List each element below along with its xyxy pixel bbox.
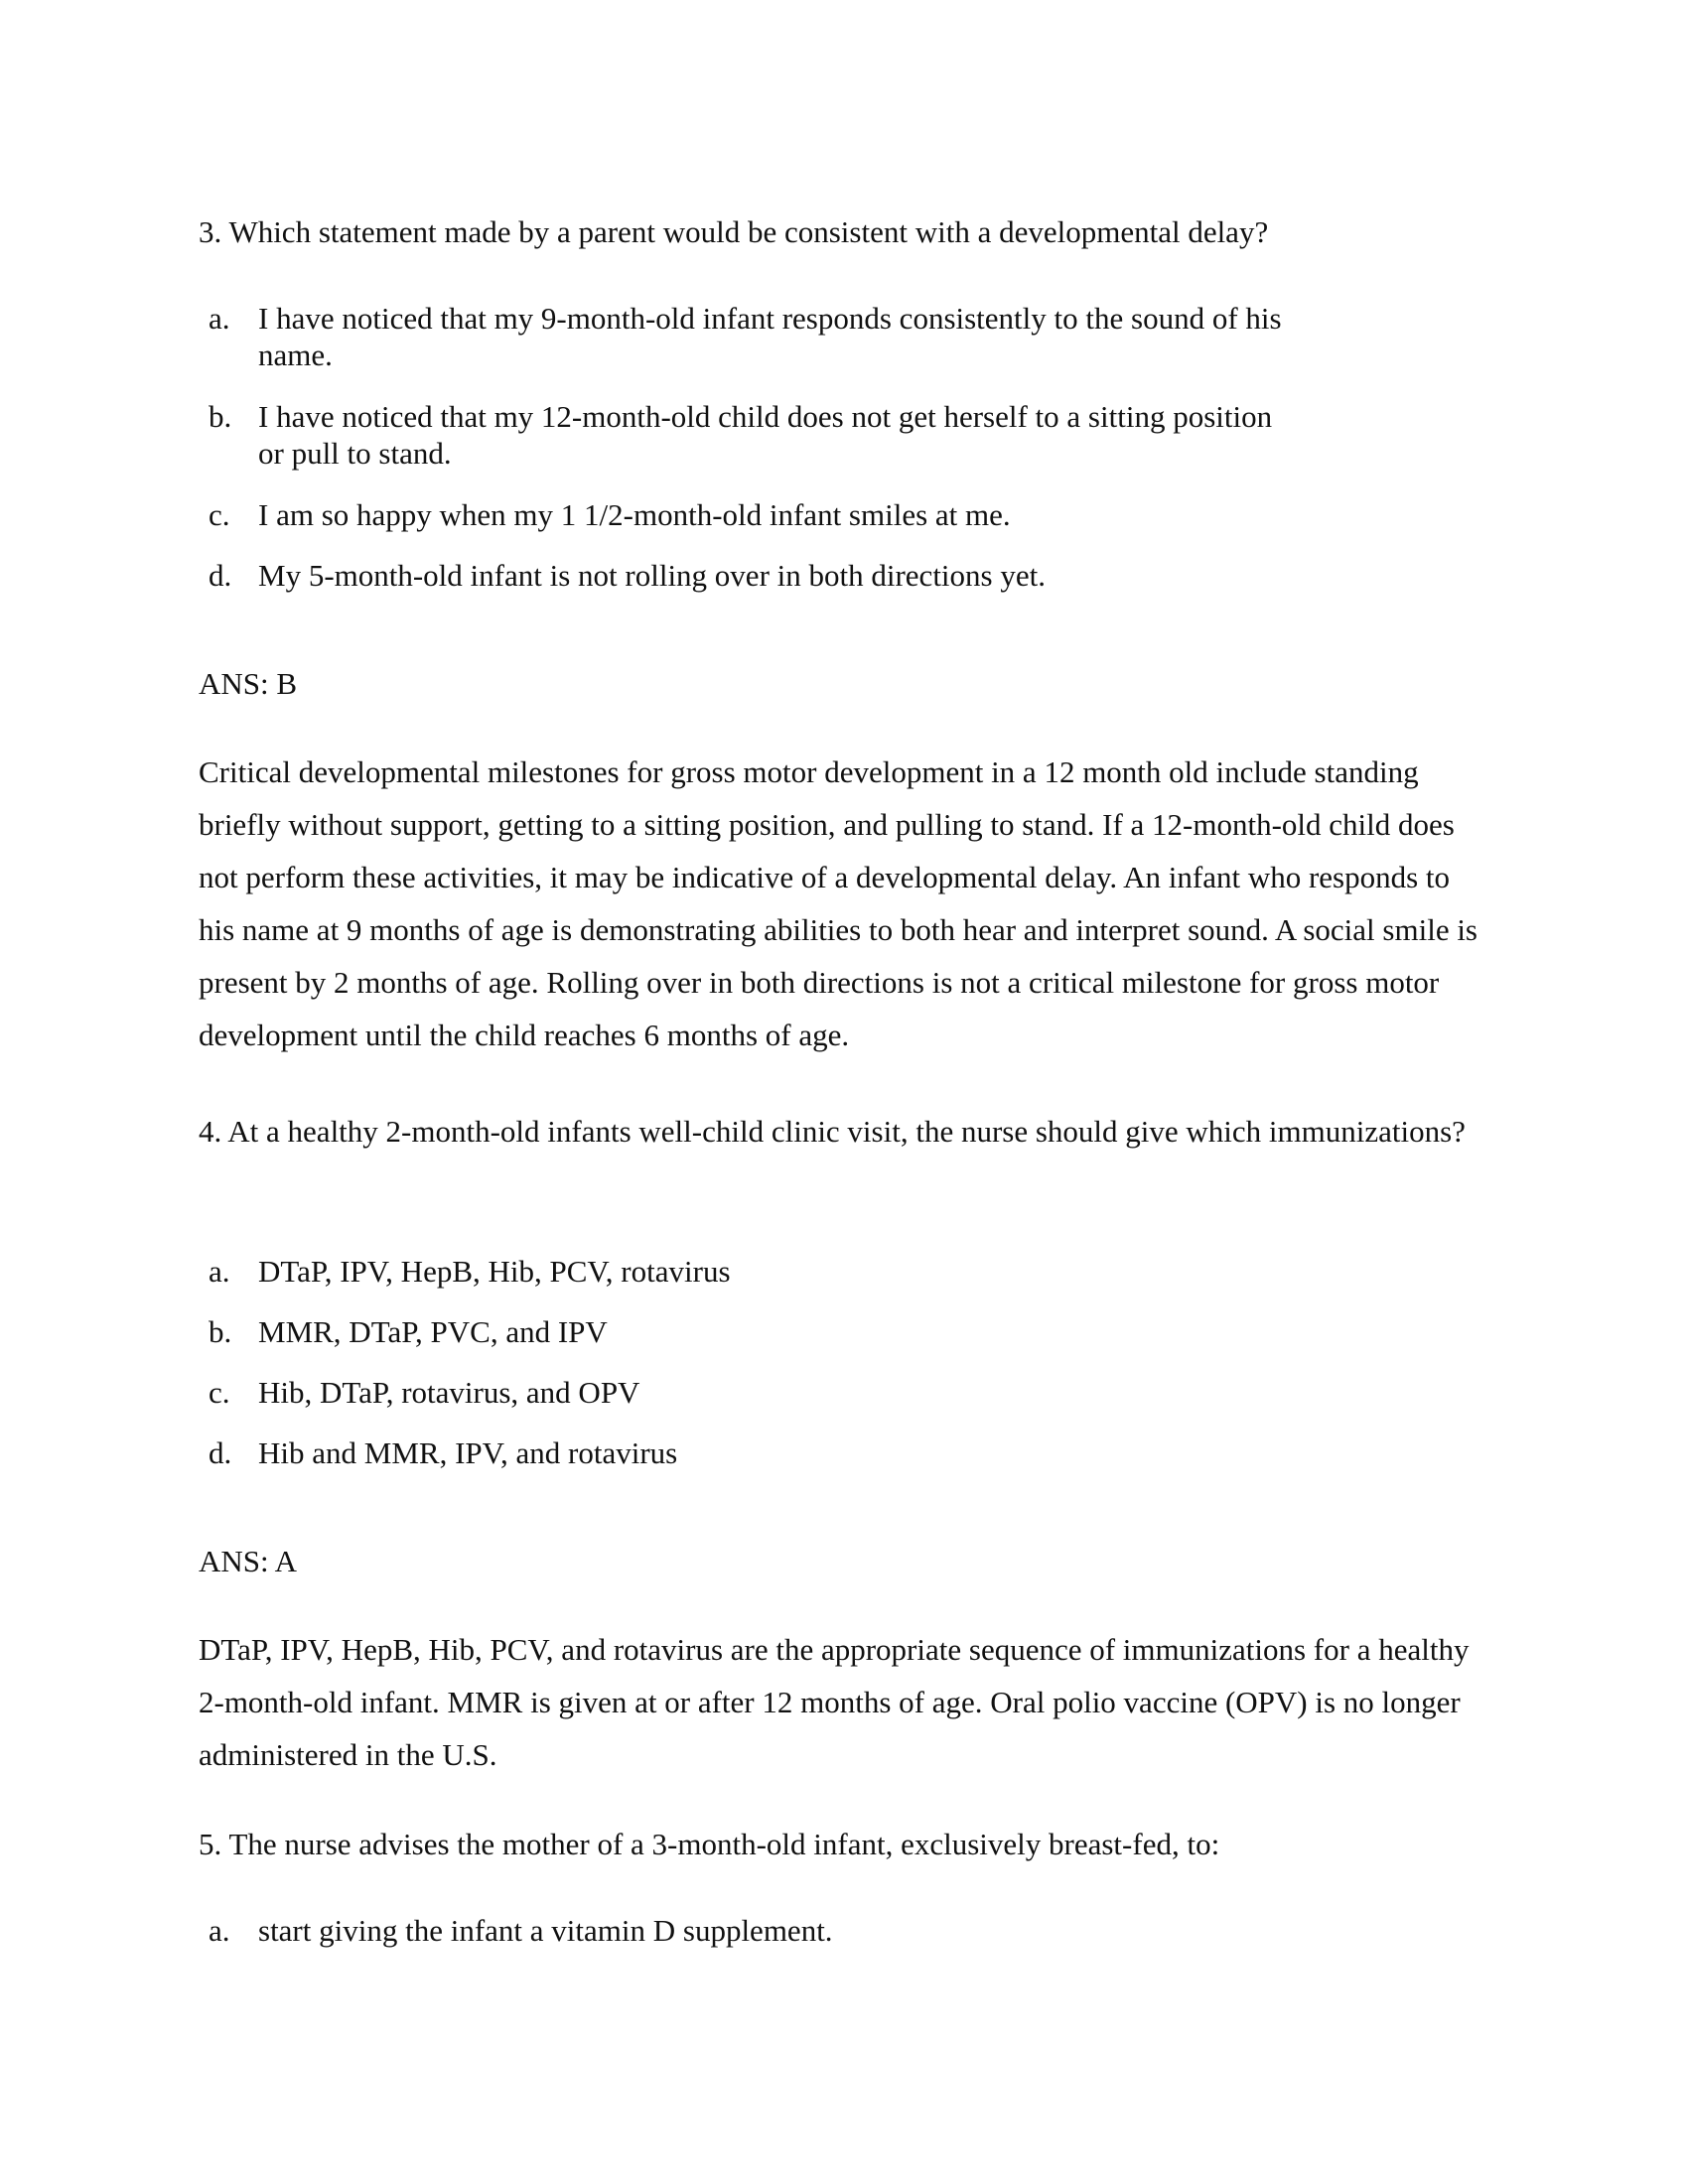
question-3-option-d — [199, 557, 1350, 594]
option-letter: a. — [209, 1913, 230, 1948]
question-3-stem: 3. Which statement made by a parent would be consistent with a developmental delay? — [199, 214, 1269, 249]
question-5-option-a — [199, 1912, 1350, 1949]
option-text: I have noticed that my 9-month-old infant responds consistently to the sound of his name. — [258, 301, 1282, 372]
question-4-option-d — [199, 1434, 1350, 1471]
option-text: Hib, DTaP, rotavirus, and OPV — [258, 1375, 640, 1410]
question-3-rationale: Critical developmental milestones for gross motor development in a 12 month old include standing briefly without support, getting to a sitting position, and pulling to stand. If a 12-month-old child does not perform these activities, it may be indicative of a developmental delay. An infant who responds to his name at 9 months of age is demonstrating abilities to both hear and interpret sound. A social smile is present by 2 months of age. Rolling over in both directions is not a critical milestone for gross motor development until the child reaches 6 months of age. — [199, 754, 1477, 1052]
question-3-option-b — [199, 398, 1350, 472]
question-4-option-b — [199, 1313, 1350, 1350]
question-4-stem: 4. At a healthy 2-month-old infants well-child clinic visit, the nurse should give which immunizations? — [199, 1114, 1466, 1149]
option-text: start giving the infant a vitamin D supplement. — [258, 1913, 833, 1948]
question-3-answer: ANS: B — [199, 666, 298, 701]
option-letter: d. — [209, 1435, 232, 1470]
option-letter: d. — [209, 558, 232, 593]
option-text: I have noticed that my 12-month-old child does not get herself to a sitting position or pull to stand. — [258, 399, 1273, 471]
option-text: Hib and MMR, IPV, and rotavirus — [258, 1435, 678, 1470]
option-text: DTaP, IPV, HepB, Hib, PCV, rotavirus — [258, 1254, 731, 1289]
option-letter: a. — [209, 1254, 230, 1289]
question-4-rationale: DTaP, IPV, HepB, Hib, PCV, and rotavirus are the appropriate sequence of immunizations for a healthy 2-month-old infant. MMR is given at or after 12 months of age. Oral polio vaccine (OPV) is no longer administered in the U.S. — [199, 1632, 1470, 1772]
question-4-answer: ANS: A — [199, 1544, 298, 1578]
option-letter: b. — [209, 1314, 232, 1349]
option-letter: c. — [209, 1375, 230, 1410]
question-4-option-c — [199, 1374, 1350, 1411]
option-text: MMR, DTaP, PVC, and IPV — [258, 1314, 608, 1349]
option-letter: c. — [209, 497, 230, 532]
option-letter: a. — [209, 301, 230, 336]
option-letter: b. — [209, 399, 232, 434]
option-text: My 5-month-old infant is not rolling over in both directions yet. — [258, 558, 1046, 593]
question-3-option-a — [199, 300, 1350, 373]
option-text: I am so happy when my 1 1/2-month-old infant smiles at me. — [258, 497, 1011, 532]
question-4-option-a — [199, 1253, 1350, 1290]
question-3-option-c — [199, 496, 1350, 533]
question-5-stem: 5. The nurse advises the mother of a 3-month-old infant, exclusively breast-fed, to: — [199, 1827, 1220, 1861]
